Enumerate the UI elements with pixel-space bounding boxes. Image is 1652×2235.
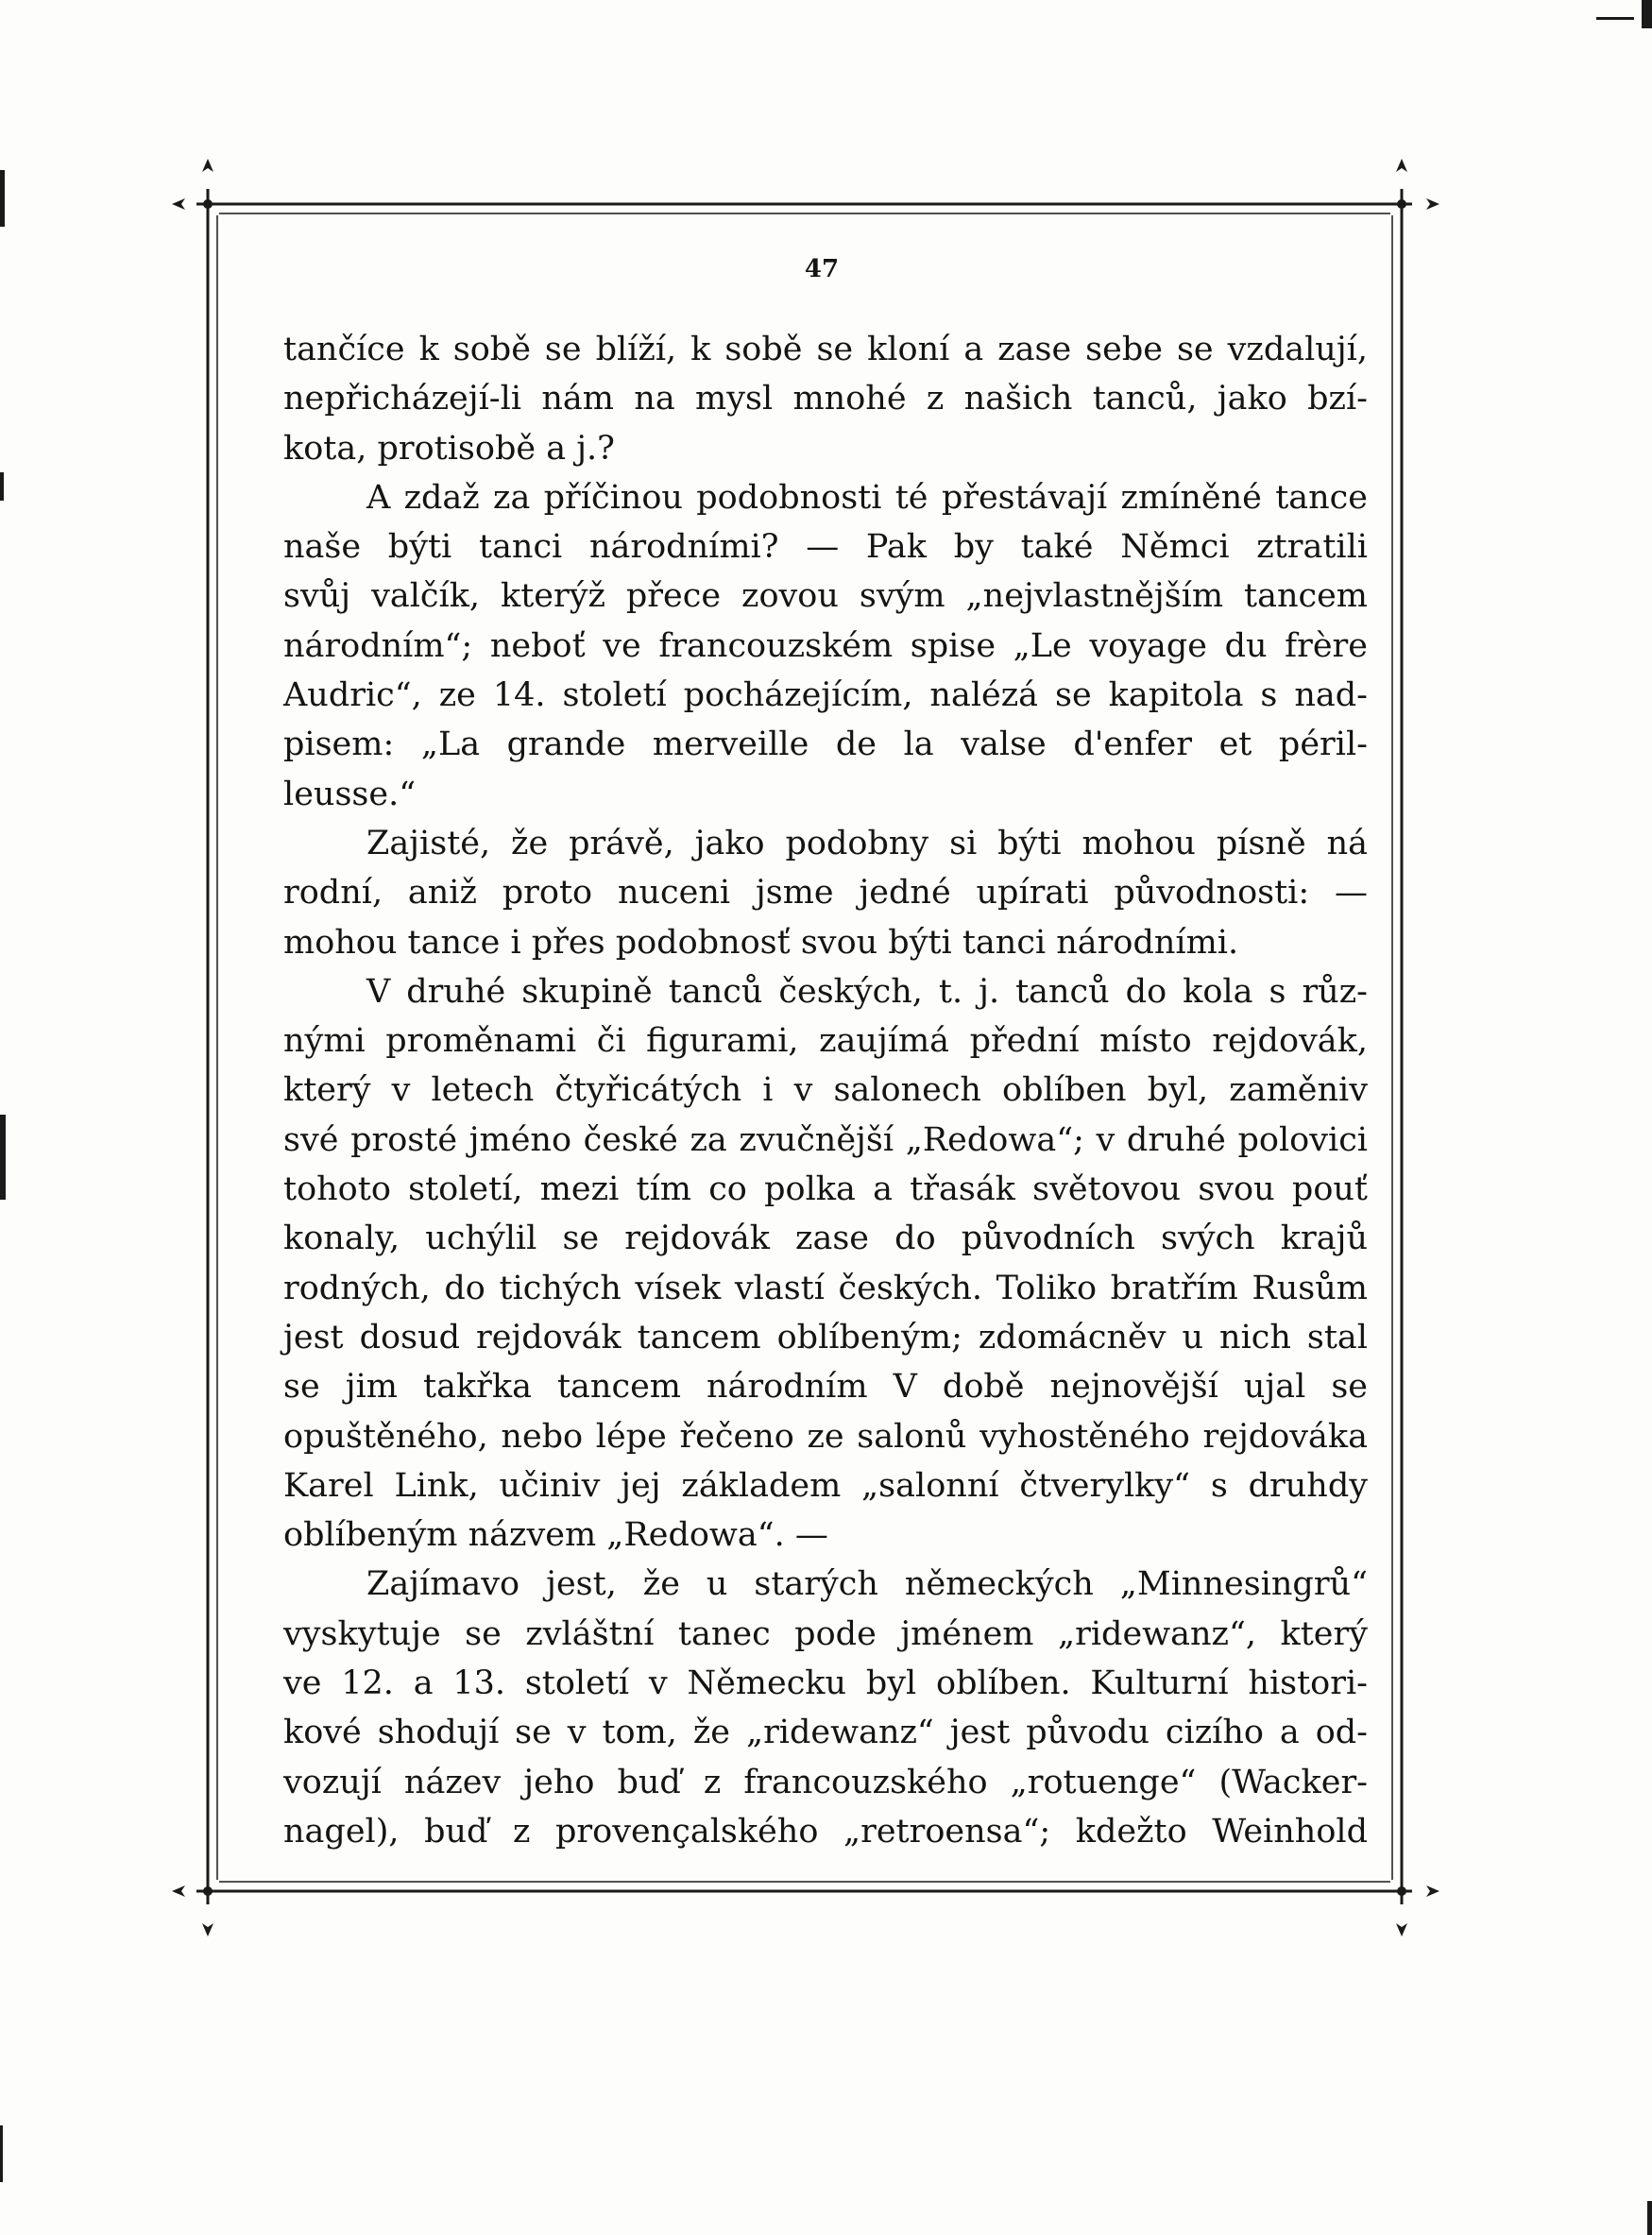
scan-edge-mark — [0, 2125, 3, 2182]
scan-edge-mark — [1642, 0, 1652, 28]
text-line: konaly, uchýlil se rejdovák zase do původních svých krajů — [283, 1220, 1368, 1258]
text-line: Zajisté, že právě, jako podobny si býti mohou písně ná — [366, 824, 1368, 862]
text-line: naše býti tanci národními? — Pak by také Němci ztratili — [283, 528, 1368, 567]
text-line: kota, protisobě a j.? — [283, 429, 615, 468]
text-line: rodní, aniž proto nuceni jsme jedné upírati původnosti: — — [283, 874, 1368, 913]
text-line: rodných, do tichých vísek vlastí českých. Toliko bratřím Rusům — [283, 1269, 1368, 1307]
text-line: ve 12. a 13. století v Německu byl oblíben. Kulturní histori- — [283, 1664, 1368, 1703]
text-line: A zdaž za příčinou podobnosti té přestávají zmíněné tance — [366, 478, 1368, 517]
text-line: Karel Link, učiniv jej základem „salonní čtverylky“ s druhdy — [283, 1466, 1368, 1505]
text-line: V druhé skupině tanců českých, t. j. tanců do kola s růz- — [366, 972, 1368, 1011]
text-line: nagel), buď z provençalského „retroensa“; kdežto Weinhold — [283, 1812, 1368, 1851]
text-line: tančíce k sobě se blíží, k sobě se kloní a zase sebe se vzdalují, — [283, 331, 1368, 368]
text-line: opuštěného, nebo lépe řečeno ze salonů vyhostěného rejdováka — [283, 1417, 1368, 1456]
text-line: nepřicházejí-li nám na mysl mnohé z našich tanců, jako bzí- — [283, 380, 1368, 418]
text-line: národním“; neboť ve francouzském spise „Le voyage du frère — [283, 626, 1368, 665]
text-line: pisem: „La grande merveille de la valse d'enfer et péril- — [283, 725, 1368, 764]
text-line: leusse.“ — [283, 775, 417, 813]
text-line: mohou tance i přes podobnosť svou býti tanci národními. — [283, 923, 1239, 962]
text-line: tohoto století, mezi tím co polka a třasák světovou svou pouť — [283, 1170, 1368, 1209]
scan-edge-mark — [0, 472, 4, 501]
scan-edge-mark — [0, 170, 5, 227]
text-line: jest dosud rejdovák tancem oblíbeným; zdomácněv u nich stal — [283, 1318, 1368, 1356]
text-line: své prosté jméno české za zvučnější „Redowa“; v druhé polovici — [283, 1120, 1368, 1159]
scan-edge-mark — [1596, 17, 1634, 20]
scan-edge-mark — [0, 1115, 6, 1200]
text-line: oblíbeným názvem „Redowa“. — — [283, 1516, 828, 1555]
page-number: 47 — [804, 255, 840, 283]
scan-edge-mark — [1647, 2201, 1652, 2235]
body-text — [283, 325, 1368, 1856]
text-line: nými proměnami či figurami, zaujímá přední místo rejdovák, — [283, 1022, 1368, 1061]
text-line: vozují název jeho buď z francouzského „rotuenge“ (Wacker- — [283, 1763, 1368, 1801]
text-line: který v letech čtyřicátých i v salonech oblíben byl, zaměniv — [283, 1071, 1368, 1110]
text-line: Zajímavo jest, že u starých německých „Minnesingrů“ — [366, 1565, 1368, 1604]
text-line: kové shodují se v tom, že „ridewanz“ jest původu cizího a od- — [283, 1714, 1368, 1752]
text-line: vyskytuje se zvláštní tanec pode jménem „ridewanz“, který — [283, 1614, 1368, 1653]
text-line: se jim takřka tancem národním V době nejnovější ujal se — [283, 1368, 1368, 1407]
text-line: Audric“, ze 14. století pocházejícím, nalézá se kapitola s nad- — [283, 676, 1368, 715]
text-line: svůj valčík, kterýž přece zovou svým „nejvlastnějším tancem — [283, 577, 1368, 616]
